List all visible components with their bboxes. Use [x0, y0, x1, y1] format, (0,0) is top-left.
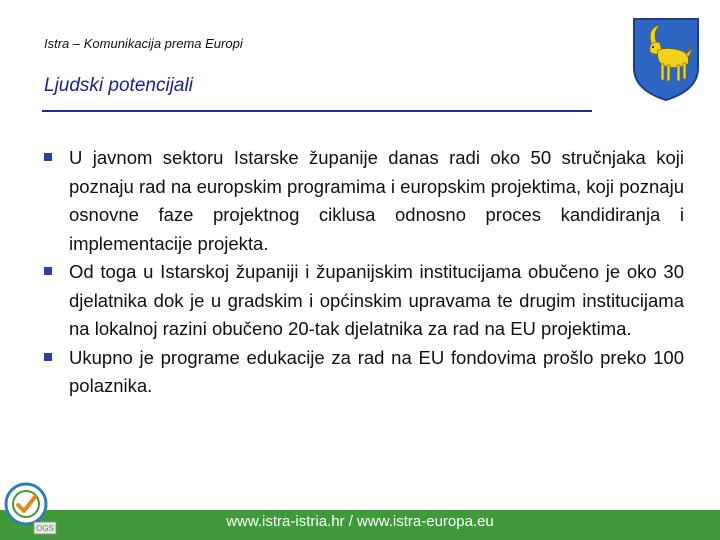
bullet-list	[44, 144, 684, 401]
quality-certificate-badge-icon	[4, 478, 58, 536]
istria-coat-of-arms-icon	[630, 16, 702, 102]
badge-text: OGS	[36, 524, 54, 533]
bullet-text: U javnom sektoru Istarske županije danas radi oko 50 stručnjaka koji poznaju rad na europskim programima i europskim projektima, koji poznaju osnovne faze projektnog ciklusa odnosno proces kandidiranja i implementacije projekta.	[69, 147, 684, 254]
bullet-item	[44, 344, 684, 401]
slide-title: Ljudski potencijali	[44, 75, 193, 96]
bullet-text: Ukupno je programe edukacije za rad na EU fondovima prošlo preko 100 polaznika.	[69, 346, 684, 396]
footer-links	[0, 513, 720, 530]
bullet-text: Od toga u Istarskoj županiji i županijskim institucijama obučeno je oko 30 djelatnika dok je u gradskim i općinskim upravama te drugim institucijama na lokalnoj razini obučeno 20-tak djelatnika za rad na EU projektima.	[69, 261, 684, 339]
bullet-item	[44, 258, 684, 344]
square-bullet-icon	[44, 153, 52, 161]
header-subtitle: Istra – Komunikacija prema Europi	[44, 36, 243, 51]
title-divider	[42, 110, 592, 112]
square-bullet-icon	[44, 353, 52, 361]
bullet-item	[44, 144, 684, 258]
square-bullet-icon	[44, 267, 52, 275]
footer-links-text: www.istra-istria.hr / www.istra-europa.eu	[226, 513, 494, 530]
